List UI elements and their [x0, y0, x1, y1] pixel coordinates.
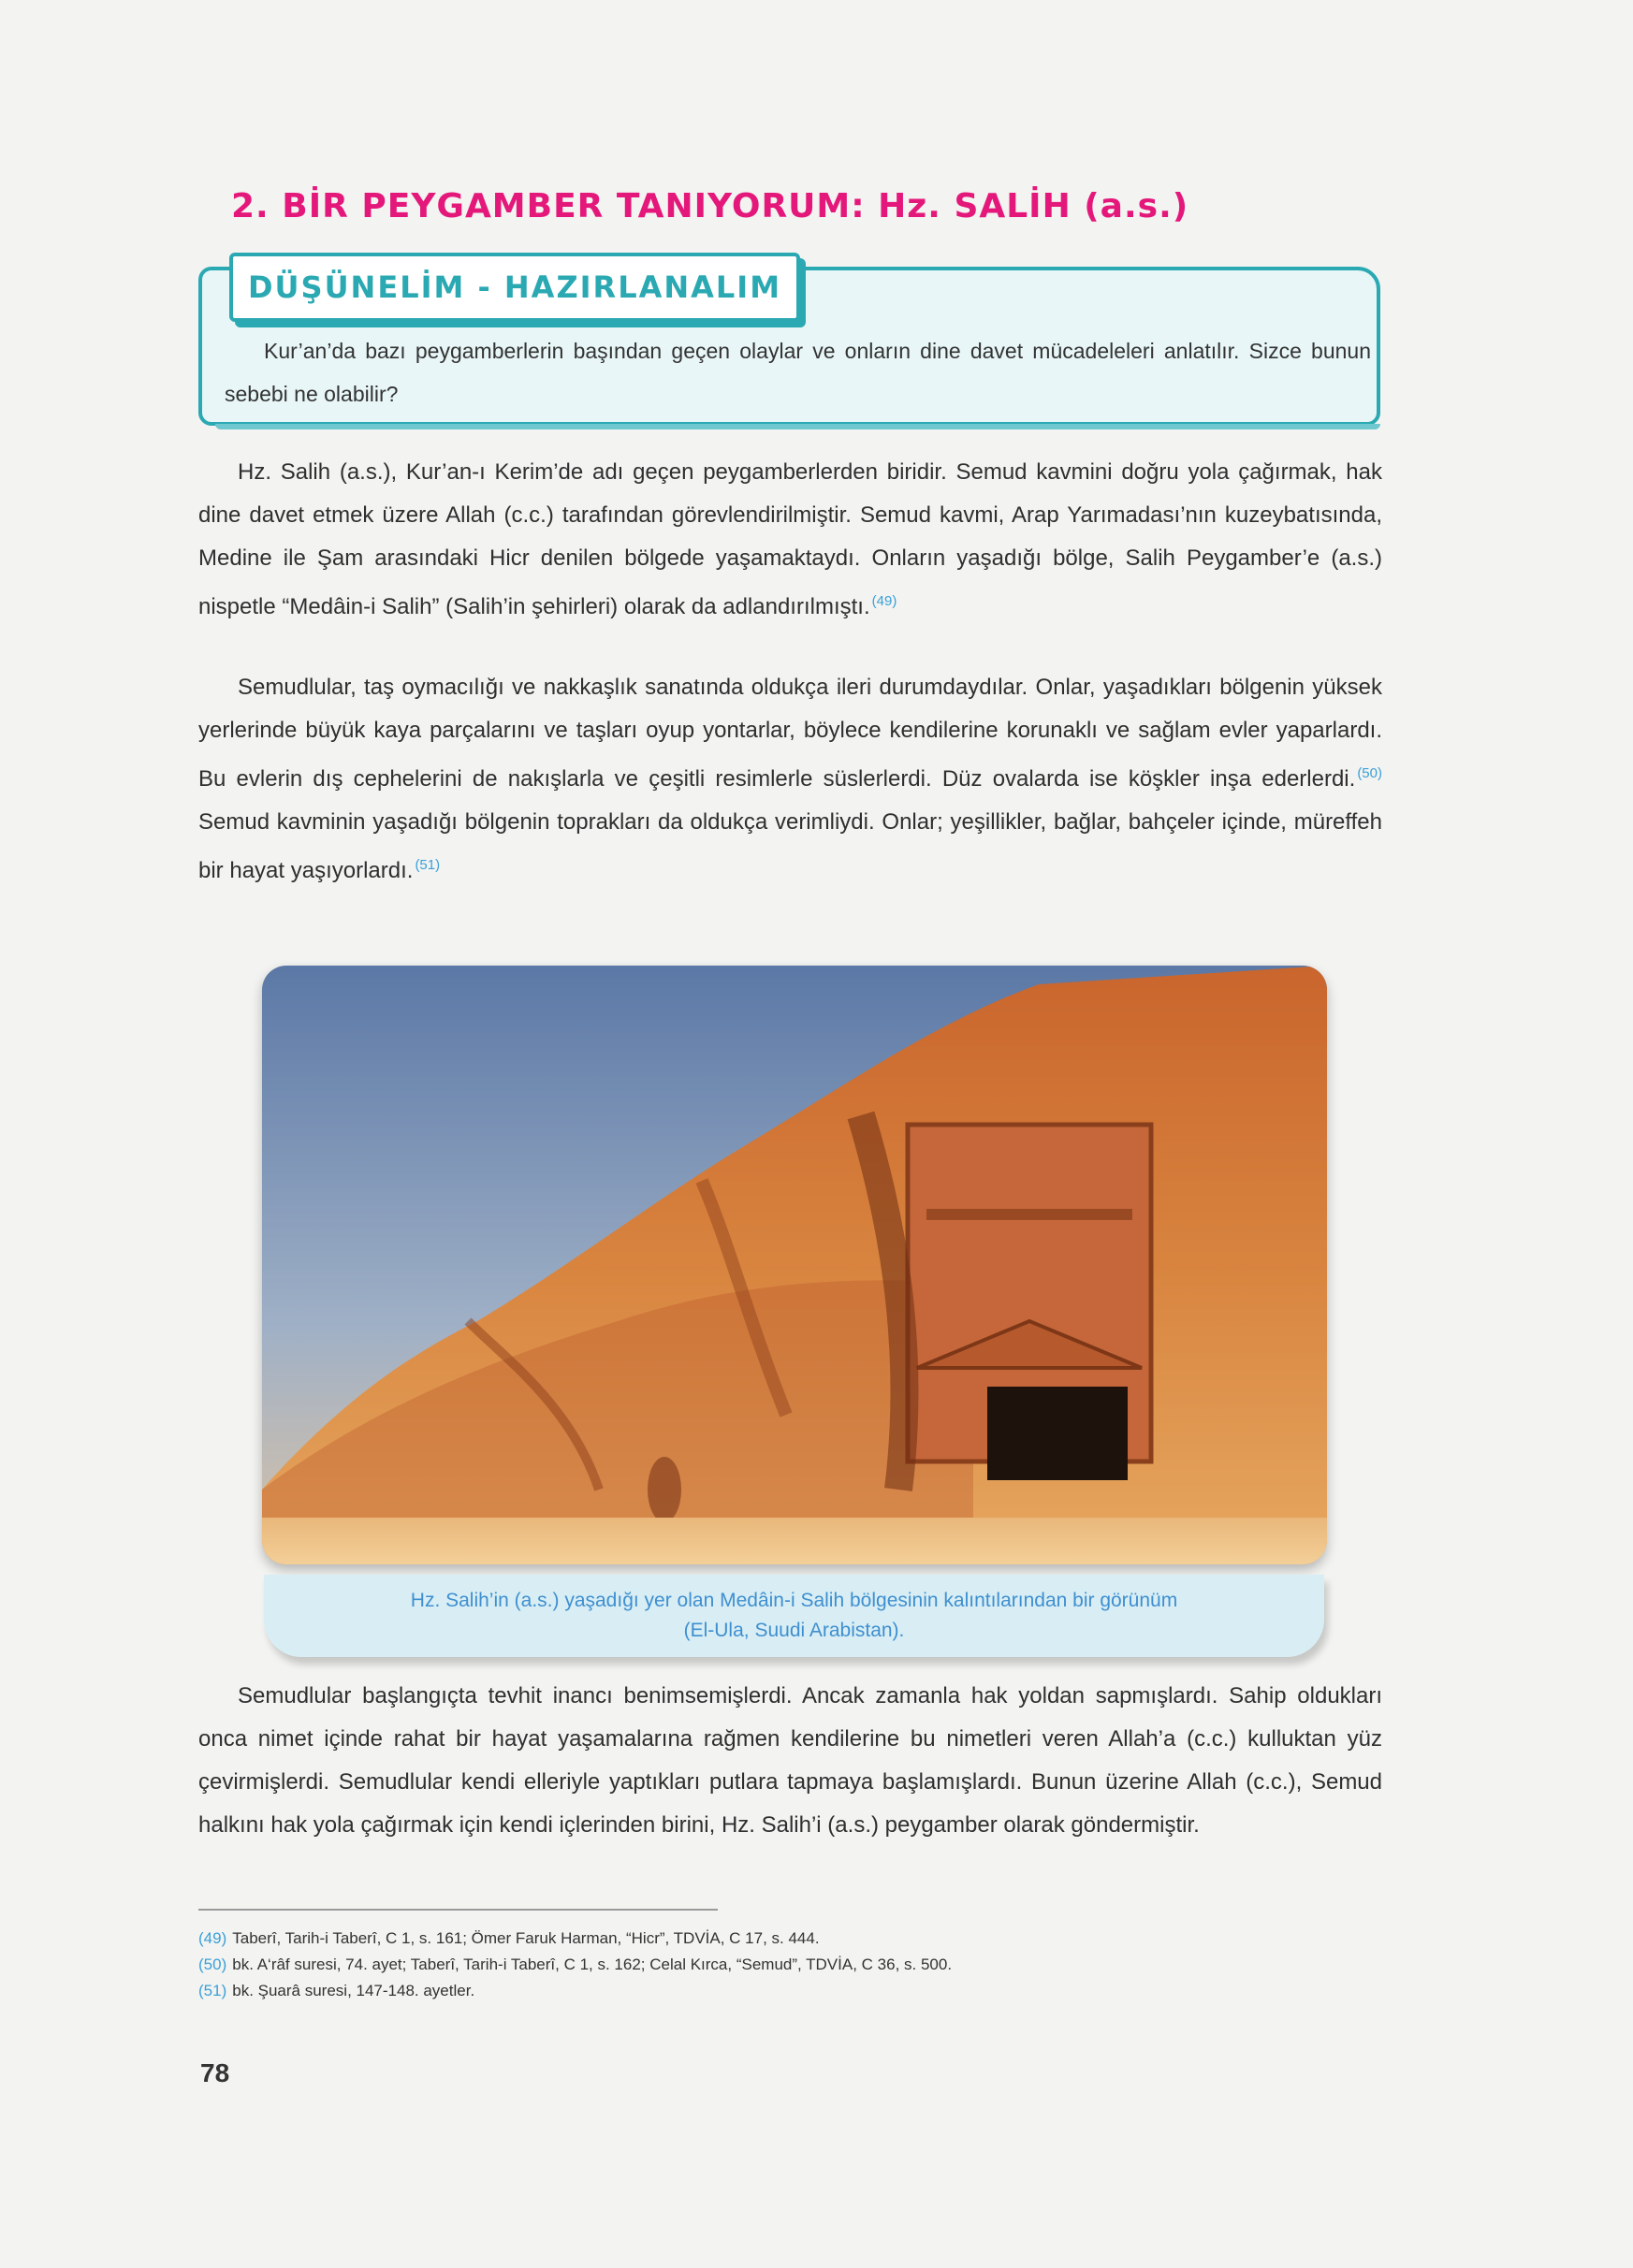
footnote-number: (49) — [198, 1929, 227, 1947]
photo-caption-line-1: Hz. Salih’in (a.s.) yaşadığı yer olan Medâin-i Salih bölgesinin kalıntılarından bir görünüm — [410, 1590, 1178, 1611]
page-number: 78 — [200, 2058, 230, 2087]
paragraph-2-text-b: Semud kavminin yaşadığı bölgenin toprakları da oldukça verimliydi. Onlar; yeşillikler, bağlar, bahçeler içinde, müreffeh bir hayat yaşıyorlardı. — [198, 809, 1382, 883]
paragraph-3: Semudlular başlangıçta tevhit inancı benimsemişlerdi. Ancak zamanla hak yoldan sapmışlardı. Sahip oldukları onca nimet içinde rahat bir hayat yaşamalarına rağmen kendilerine bu nimetleri veren Allah’a (c.c.) kulluktan yüz çevirmişlerdi. Semudlular kendi elleriyle yaptıkları putlara tapmaya başlamışlardı. Bunun üzerine Allah (c.c.), Semud halkını hak yola çağırmak için kendi içlerinden birini, Hz. Salih’i (a.s.) peygamber olarak göndermiştir. — [198, 1683, 1382, 1838]
footnote-ref-51: (51) — [415, 857, 441, 873]
photo-caption-line-2: (El-Ula, Suudi Arabistan). — [683, 1620, 905, 1641]
think-prepare-label: DÜŞÜNELİM - HAZIRLANALIM — [229, 253, 800, 322]
footnote-item — [198, 1926, 1378, 1952]
footnote-divider — [198, 1909, 718, 1911]
footnote-ref-49: (49) — [871, 593, 897, 609]
rock-tomb-illustration — [262, 966, 1327, 1564]
footnote-number: (50) — [198, 1955, 227, 1973]
paragraph-2-text-a: Semudlular, taş oymacılığı ve nakkaşlık sanatında oldukça ileri durumdaydılar. Onlar, yaşadıkları bölgenin yüksek yerlerinde büyük kaya parçalarını ve taşları oyup yontarlar, böylece kendilerine korunaklı ve sağlam evler yaparlardı. Bu evlerin dış cephelerini de nakışlarla ve çeşitli resimlerle süslerlerdi. Düz ovalarda ise köşkler inşa ederlerdi. — [198, 675, 1382, 792]
footnote-ref-50: (50) — [1357, 765, 1382, 781]
footnote-number: (51) — [198, 1982, 227, 1999]
footnote-item — [198, 1952, 1378, 1978]
footnote-text: Taberî, Tarih-i Taberî, C 1, s. 161; Ömer Faruk Harman, “Hicr”, TDVİA, C 17, s. 444. — [232, 1929, 820, 1947]
section-title: 2. BİR PEYGAMBER TANIYORUM: Hz. SALİH (a.s.) — [231, 187, 1189, 225]
footnotes — [198, 1926, 1378, 2004]
paragraph-1 — [198, 451, 1382, 629]
paragraph-1-text: Hz. Salih (a.s.), Kur’an-ı Kerim’de adı geçen peygamberlerden biridir. Semud kavmini doğru yola çağırmak, hak dine davet etmek üzere Allah (c.c.) tarafından görevlendirilmiştir. Semud kavmi, Arap Yarımadası’nın kuzeybatısında, Medine ile Şam arasındaki Hicr denilen bölgede yaşamaktaydı. Onların yaşadığı bölge, Salih Peygamber’e (a.s.) nispetle “Medâin-i Salih” (Salih’in şehirleri) olarak da adlandırılmıştı. — [198, 459, 1382, 619]
footnote-item — [198, 1978, 1378, 2004]
photo-caption — [264, 1575, 1324, 1657]
medain-salih-photo — [262, 966, 1327, 1564]
footnote-text: bk. Şuarâ suresi, 147-148. ayetler. — [232, 1982, 475, 1999]
footnote-text: bk. A‘râf suresi, 74. ayet; Taberî, Tarih-i Taberî, C 1, s. 162; Celal Kırca, “Semud”, TDVİA, C 36, s. 500. — [232, 1955, 953, 1973]
think-prepare-question: Kur’an’da bazı peygamberlerin başından geçen olaylar ve onların dine davet mücadeleleri anlatılır. Sizce bunun sebebi ne olabilir? — [225, 339, 1371, 406]
paragraph-2 — [198, 666, 1382, 893]
